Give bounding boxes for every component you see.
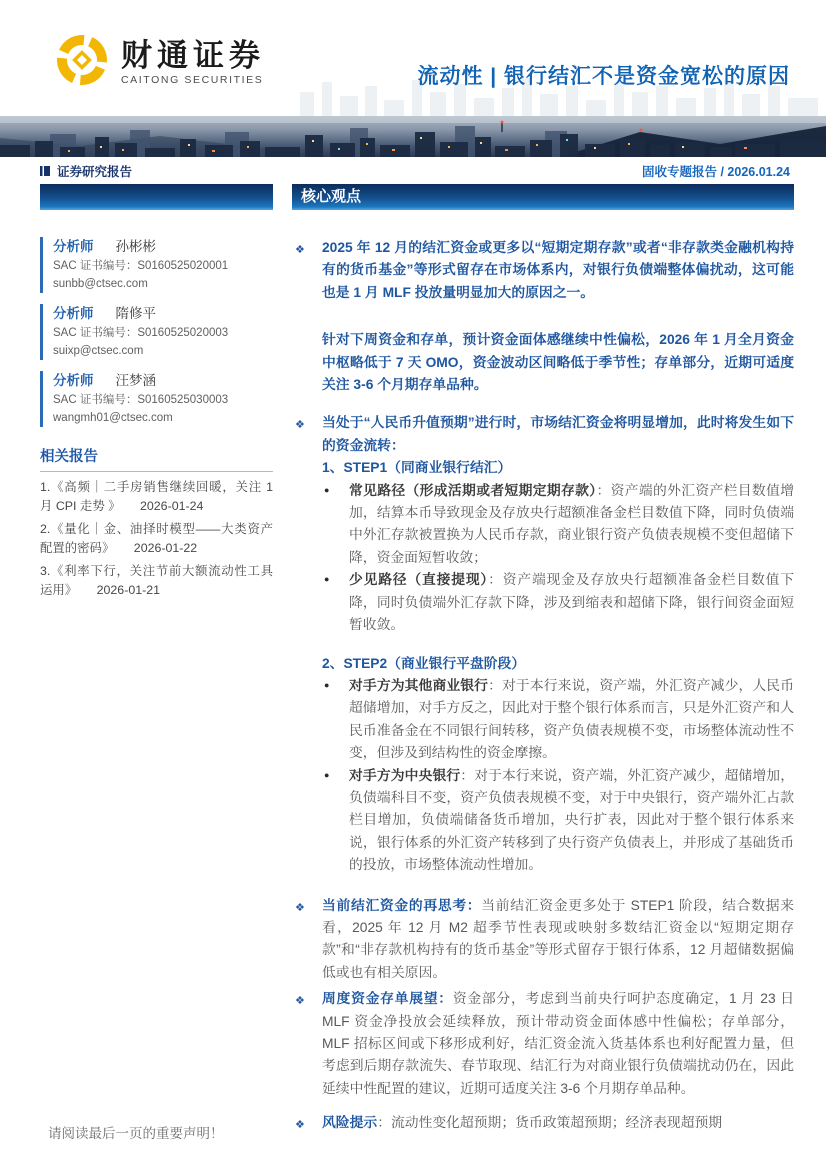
related-report-date: 2026-01-21 (96, 583, 161, 597)
risk-warning-lead: 风险提示 (322, 1115, 378, 1131)
dot-bullet-icon: ● (324, 769, 330, 780)
logo-english-name: CAITONG SECURITIES (121, 73, 264, 86)
sub-point-text: ：资产端的外汇资产栏目数值增加，结算本币导致现金及存放央行超额准备金栏目数值下降，同时负债端中外汇存款被置换为人民币存款，商业银行资产负债表规模不变但超储下降，资金面短暂收敛； (349, 482, 794, 565)
analyst-sac: SAC 证书编号：S0160525020001 (53, 260, 229, 272)
step-heading: 2、STEP2（商业银行平盘阶段） (322, 655, 526, 671)
header-logo (55, 33, 265, 92)
sub-point-lead: 常见路径（形成活期或者短期定期存款） (349, 482, 597, 498)
analyst-card (40, 304, 273, 360)
analyst-email: wangmh01@ctsec.com (53, 412, 173, 424)
dot-bullet-icon: ● (324, 484, 330, 495)
sub-point (292, 569, 794, 636)
analyst-name: 隋修平 (115, 306, 156, 321)
core-point-text: 针对下周资金和存单，预计资金面体感继续中性偏松，2026 年 1 月全月资金中枢略低于 7 天 OMO，资金波动区间略低于季节性；存单部分，近期可适度关注 3-6 个月期存单品种。 (322, 332, 794, 393)
diamond-bullet-icon: ❖ (295, 995, 305, 1008)
report-type-label: 证券研究报告 (57, 165, 133, 179)
related-report-date: 2026-01-24 (140, 499, 204, 513)
step-heading: 1、STEP1（同商业银行结汇） (322, 460, 512, 476)
analyst-sac: SAC 证书编号：S0160525020003 (53, 327, 229, 339)
analyst-list (40, 237, 273, 427)
analyst-name: 孙彬彬 (115, 239, 156, 254)
analyst-email: suixp@ctsec.com (53, 345, 144, 357)
core-point-text: 当处于“人民币升值预期”进行时，市场结汇资金将明显增加，此时将发生如下的资金流转： (322, 415, 794, 453)
related-reports-heading: 相关报告 (40, 445, 273, 472)
sub-point (292, 675, 794, 765)
related-report-item (40, 562, 273, 600)
dot-bullet-icon: ● (324, 679, 330, 690)
related-report-title: 3.《利率下行，关注节前大额流动性工具运用》 (40, 564, 273, 597)
sub-point (292, 480, 794, 570)
core-point-text: 资金部分，考虑到当前央行呵护态度确定，1 月 23 日 MLF 资金净投放会延续释放，预计带动资金面体感中性偏松；存单部分，MLF 招标区间或下移形成利好，结汇资金流入货基体系也利好配置力量，但考虑到后期存款流失、春节取现、结汇行为对商业银行负债端扰动仍在，因此延续中性配置的建议，近期可适度关注 3-6 个月期存单品种。 (322, 991, 795, 1096)
footer-disclaimer: 请阅读最后一页的重要声明！ (48, 1126, 224, 1141)
analyst-card (40, 371, 273, 427)
core-point-text: 当前结汇资金更多处于 STEP1 阶段，结合数据来看，2025 年 12 月 M2 超季节性表现或映射多数结汇资金以“短期定期存款”和“非存款机构持有的货币基金”等形式留存于银行体系，12 月超储数据偏低或也有相关原因。 (322, 897, 795, 980)
related-report-date: 2026-01-22 (133, 541, 198, 555)
sub-point-lead: 对手方为其他商业银行 (349, 677, 489, 693)
diamond-bullet-icon: ❖ (295, 901, 305, 914)
sub-point-text: ：对于本行来说，资产端，外汇资产减少，超储增加，负债端科目不变，资产负债表规模不变，对于中央银行，资产端外汇占款栏目增加，负债端储备货币增加，央行扩表，因此对于整个银行体系来说，银行体系的外汇资产转移到了央行资产负债表上，并形成了基础货币的投放，市场整体流动性增加。 (349, 767, 795, 873)
main-content (292, 184, 794, 1135)
related-report-item (40, 478, 273, 516)
related-report-title: 2.《量化｜金、油择时模型——大类资产配置的密码》 (40, 522, 273, 555)
diamond-bullet-icon: ❖ (295, 419, 305, 432)
related-reports (40, 445, 273, 600)
sub-point-lead: 少见路径（直接提现） (349, 572, 489, 588)
related-report-title: 1.《高频｜二手房销售继续回暖，关注 1 月 CPI 走势 》 (40, 480, 273, 513)
core-point-lead: 周度资金存单展望： (322, 991, 453, 1007)
sub-point-text: ：对于本行来说，资产端，外汇资产减少，人民币超储增加，对手方反之，因此对于整个银行体系而言，只是外汇资产和人民币准备金在不同银行间转移，资产负债表规模不变，市场整体流动性不变，但涉及到结构性的资金摩擦。 (349, 677, 795, 761)
core-point (292, 237, 794, 304)
analyst-role: 分析师 (53, 306, 94, 321)
sidebar (40, 184, 273, 604)
risk-warning-text: ：流动性变化超预期；货币政策超预期；经济表现超预期 (377, 1115, 723, 1131)
analyst-role: 分析师 (53, 373, 94, 388)
logo-chinese-name: 财通证券 (121, 37, 265, 73)
core-point (292, 412, 794, 457)
sub-point (292, 765, 794, 877)
analyst-sac: SAC 证书编号：S0160525030003 (53, 394, 229, 406)
sidebar-header-bar (40, 184, 273, 210)
analyst-email: sunbb@ctsec.com (53, 278, 148, 290)
related-report-item (40, 520, 273, 558)
sub-point-lead: 对手方为中央银行 (349, 767, 461, 783)
dot-bullet-icon: ● (324, 574, 330, 585)
core-point (292, 895, 794, 985)
core-point (292, 329, 794, 396)
core-view-title: 核心观点 (301, 188, 362, 205)
report-category-date: 固收专题报告 / 2026.01.24 (642, 165, 790, 179)
cityscape-banner-image (0, 116, 826, 157)
risk-warning (292, 1112, 794, 1134)
core-point-text: 2025 年 12 月的结汇资金或更多以“短期定期存款”或者“非存款类金融机构持有的货币基金”等形式留存在市场体系内，对银行负债端整体偏扰动，这可能也是 1 月 MLF 投放量明显加大的原因之一。 (322, 240, 794, 300)
sub-point-text: ：资产端现金及存放央行超额准备金栏目数值下降，同时负债端外汇存款下降，涉及到缩表和超储下降，银行间资金面短暂收敛。 (349, 572, 794, 633)
core-view-header-bar (292, 184, 794, 210)
analyst-role: 分析师 (53, 239, 94, 254)
report-type-icon (40, 166, 50, 176)
report-title: 流动性 | 银行结汇不是资金宽松的原因 (417, 65, 790, 88)
caitong-emblem-icon (55, 33, 109, 92)
diamond-bullet-icon: ❖ (295, 244, 305, 256)
core-point-lead: 当前结汇资金的再思考： (322, 897, 482, 913)
analyst-name: 汪梦涵 (115, 373, 156, 388)
analyst-card (40, 237, 273, 293)
meta-row (40, 162, 790, 180)
diamond-bullet-icon: ❖ (295, 1119, 305, 1132)
core-point (292, 988, 794, 1100)
